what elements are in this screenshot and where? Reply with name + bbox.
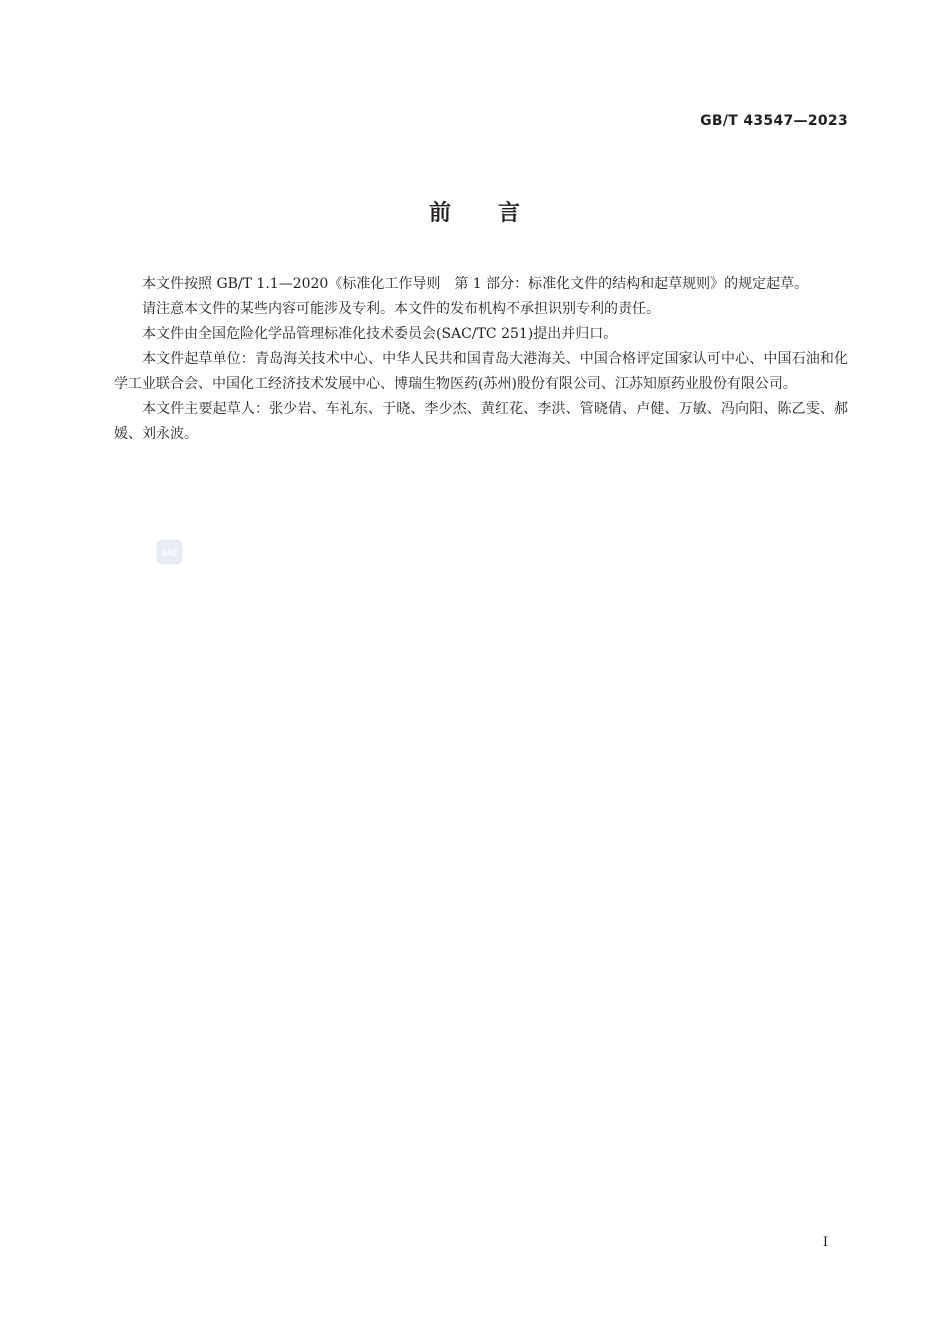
sac-logo-watermark: [156, 539, 183, 565]
page-number: I: [822, 1235, 828, 1250]
paragraph-patent-notice: 请注意本文件的某些内容可能涉及专利。本文件的发布机构不承担识别专利的责任。: [142, 301, 660, 317]
paragraph-drafting-units: 本文件起草单位：青岛海关技术中心、中华人民共和国青岛大港海关、中国合格评定国家认可中心、中国石油和化学工业联合会、中国化工经济技术发展中心、博瑞生物医药(苏州)股份有限公司、江苏知原药业股份有限公司。: [114, 351, 848, 392]
standard-code: GB/T 43547—2023: [700, 113, 848, 129]
paragraph-drafting-rules: 本文件按照 GB/T 1.1—2020《标准化工作导则 第 1 部分：标准化文件的结构和起草规则》的规定起草。: [142, 276, 809, 292]
page-title: 前 言: [428, 201, 521, 226]
paragraph-drafters: 本文件主要起草人：张少岩、车礼东、于晓、李少杰、黄红花、李洪、管晓倩、卢健、万敏、冯向阳、陈乙雯、郝媛、刘永波。: [114, 401, 848, 442]
sac-logo-text: SAC: [160, 548, 179, 558]
document-body: [114, 272, 848, 447]
paragraph-proposer: 本文件由全国危险化学品管理标准化技术委员会(SAC/TC 251)提出并归口。: [142, 326, 618, 342]
